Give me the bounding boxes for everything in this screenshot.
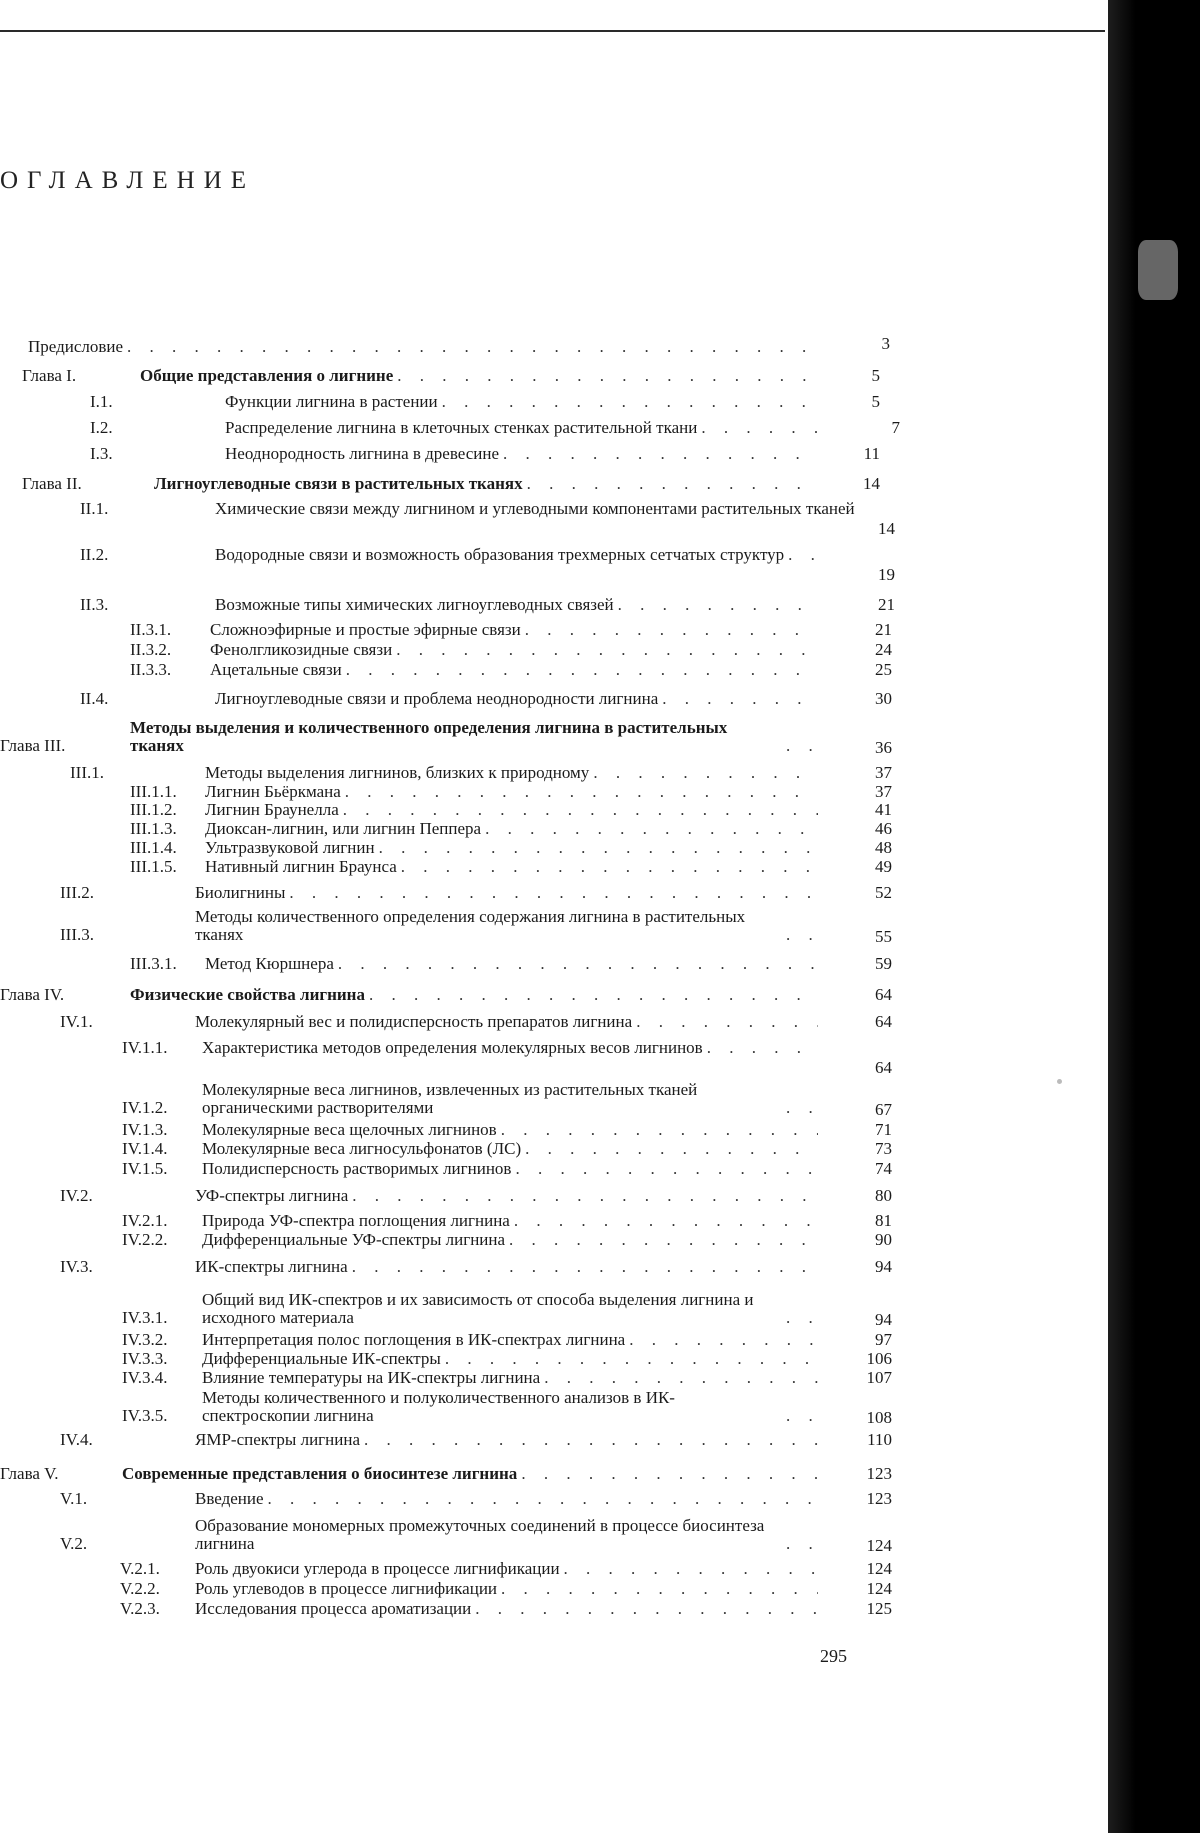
toc-page-number: 5 — [871, 392, 880, 411]
toc-entry-title: Образование мономерных промежуточных соединений в процессе биосинтеза лигнина — [195, 1516, 765, 1553]
page-number: 295 — [820, 1646, 847, 1666]
toc-entry-number: Глава III. — [0, 736, 66, 755]
dot-leader — [401, 858, 818, 876]
toc-entry — [28, 338, 820, 356]
toc-page-number: 37 — [875, 782, 892, 801]
toc-entry-number: II.3.3. — [130, 660, 172, 679]
toc-page-number: 41 — [875, 800, 892, 819]
toc-entry-title: Неоднородность лигнина в древесине — [225, 444, 500, 463]
toc-entry-number: I.1. — [90, 392, 113, 411]
dot-leader — [268, 1490, 818, 1508]
dot-leader — [707, 1039, 818, 1057]
toc-entry-title: Молекулярные веса лигносульфонатов (ЛС) — [202, 1139, 522, 1158]
toc-page-number: 25 — [875, 660, 892, 679]
toc-entry-number: IV.1.3. — [122, 1120, 168, 1139]
toc-entry-number: IV.1.2. — [122, 1098, 168, 1117]
toc-entry-number: II.4. — [80, 689, 109, 708]
toc-entry-number: V.2.1. — [120, 1559, 160, 1578]
toc-entry-number: II.3.1. — [130, 620, 172, 639]
toc-entry-title: Природа УФ-спектра поглощения лигнина — [202, 1211, 510, 1230]
toc-entry-number: Глава I. — [22, 366, 77, 385]
toc-entry-number: III.1.5. — [130, 857, 177, 876]
toc-entry-number: III.1.4. — [130, 838, 177, 857]
toc-entry-title: Распределение лигнина в клеточных стенках растительной ткани — [225, 418, 698, 437]
toc-entry-title: Возможные типы химических лигноуглеводных связей — [215, 595, 614, 614]
toc-entry-number: III.2. — [60, 883, 94, 902]
toc-entry — [122, 1389, 822, 1425]
toc-entry — [130, 955, 822, 973]
toc-page-number: 110 — [867, 1430, 892, 1449]
toc-page-number: 48 — [875, 838, 892, 857]
toc-entry — [60, 1013, 822, 1031]
toc-entry-number: III.1. — [70, 763, 104, 782]
toc-entry-title: Исследования процесса ароматизации — [195, 1599, 472, 1618]
toc-entry-number: IV.1.1. — [122, 1038, 168, 1057]
toc-page-number: 123 — [866, 1489, 892, 1508]
toc-entry-title: Лигноуглеводные связи в растительных тканях — [154, 474, 523, 493]
toc-page-number: 11 — [863, 444, 880, 463]
dot-leader — [515, 1160, 818, 1178]
toc-entry-number: V.2. — [60, 1534, 88, 1553]
toc-entry — [60, 1517, 822, 1553]
toc-page-number: 73 — [875, 1139, 892, 1158]
toc-entry — [122, 1291, 822, 1327]
dot-leader — [629, 1331, 818, 1349]
toc-page-number: 67 — [875, 1100, 892, 1119]
page-title: ОГЛАВЛЕНИЕ — [0, 167, 255, 194]
dot-leader — [364, 1431, 818, 1449]
dot-leader — [442, 393, 806, 411]
toc-page-number: 5 — [871, 366, 880, 385]
toc-entry-number: IV.3. — [60, 1257, 93, 1276]
toc-entry-number: II.3.2. — [130, 640, 172, 659]
toc-entry-number: IV.1. — [60, 1012, 93, 1031]
toc-page-number: 24 — [875, 640, 892, 659]
toc-page-number: 36 — [875, 738, 892, 757]
toc-entry-number: IV.1.4. — [122, 1139, 168, 1158]
toc-entry-number: IV.4. — [60, 1430, 93, 1449]
scan-noise — [1138, 240, 1178, 300]
dot-leader — [786, 1407, 818, 1425]
toc-entry-number: III.3.1. — [130, 954, 177, 973]
toc-chapter-entry — [22, 475, 810, 493]
dot-leader — [501, 1580, 818, 1598]
toc-entry — [60, 1431, 822, 1449]
toc-page-number: 7 — [891, 418, 900, 437]
dot-leader — [636, 1013, 818, 1031]
toc-page-number: 107 — [866, 1368, 892, 1387]
toc-page-number: 64 — [875, 1058, 892, 1077]
toc-page-number: 90 — [875, 1230, 892, 1249]
toc-page-number: 3 — [881, 334, 890, 353]
dot-leader — [475, 1600, 818, 1618]
toc-entry-title: УФ-спектры лигнина — [195, 1186, 349, 1205]
toc-entry — [122, 1331, 822, 1349]
toc-entry-title: Дифференциальные ИК-спектры — [202, 1349, 441, 1368]
toc-entry-title: Интерпретация полос поглощения в ИК-спектрах лигнина — [202, 1330, 626, 1349]
toc-entry-number: II.1. — [80, 499, 109, 518]
toc-entry — [60, 908, 822, 944]
toc-entry — [130, 820, 822, 838]
toc-entry-title: Общий вид ИК-спектров и их зависимость от способа выделения лигнина и исходного материала — [202, 1290, 754, 1327]
toc-entry-number: IV.2. — [60, 1186, 93, 1205]
toc-entry — [122, 1231, 822, 1249]
toc-entry-title: Фенолгликозидные связи — [210, 640, 393, 659]
toc-entry-number: I.2. — [90, 418, 113, 437]
toc-page-number: 125 — [866, 1599, 892, 1618]
toc-page-number: 64 — [875, 985, 892, 1004]
toc-entry-title: Функции лигнина в растении — [225, 392, 438, 411]
toc-page-number: 37 — [875, 763, 892, 782]
toc-entry-title: Предисловие — [28, 337, 124, 356]
dot-leader — [343, 801, 818, 819]
toc-entry — [122, 1140, 822, 1158]
dot-leader — [786, 1099, 818, 1117]
toc-entry — [122, 1369, 822, 1387]
dot-leader — [369, 986, 818, 1004]
dot-leader — [501, 1121, 818, 1139]
dot-leader — [352, 1187, 818, 1205]
toc-entry — [122, 1121, 822, 1139]
dot-leader — [345, 783, 818, 801]
toc-entry — [80, 546, 825, 564]
toc-entry-title: Лигнин Браунелла — [205, 800, 339, 819]
dot-leader — [503, 445, 806, 463]
dot-leader — [618, 596, 821, 614]
toc-page-number: 30 — [875, 689, 892, 708]
toc-entry-title: Влияние температуры на ИК-спектры лигнина — [202, 1368, 541, 1387]
toc-entry-number: V.2.2. — [120, 1579, 160, 1598]
toc-entry-number: IV.2.1. — [122, 1211, 168, 1230]
toc-entry-title: Дифференциальные УФ-спектры лигнина — [202, 1230, 506, 1249]
toc-entry-number: Глава IV. — [0, 985, 65, 1004]
toc-entry-title: Молекулярные веса щелочных лигнинов — [202, 1120, 497, 1139]
dot-leader — [127, 338, 816, 356]
toc-page-number: 124 — [866, 1559, 892, 1578]
toc-entry-title: Роль двуокиси углерода в процессе лигнификации — [195, 1559, 560, 1578]
toc-entry — [130, 621, 822, 639]
toc-entry — [80, 499, 855, 518]
toc-entry-number: Глава V. — [0, 1464, 59, 1483]
toc-entry — [130, 801, 822, 819]
dot-leader — [379, 839, 818, 857]
toc-entry-title: ЯМР-спектры лигнина — [195, 1430, 360, 1449]
toc-entry — [90, 393, 810, 411]
toc-entry — [90, 445, 810, 463]
toc-entry — [120, 1560, 822, 1578]
dot-leader — [445, 1350, 818, 1368]
toc-chapter-entry — [22, 367, 810, 385]
dot-leader — [527, 475, 806, 493]
toc-page-number: 97 — [875, 1330, 892, 1349]
toc-page-number: 19 — [878, 565, 895, 584]
toc-entry-title: Характеристика методов определения молекулярных весов лигнинов — [202, 1038, 703, 1057]
toc-page-number: 14 — [878, 519, 895, 538]
dot-leader — [662, 690, 818, 708]
toc-entry-title: Нативный лигнин Браунса — [205, 857, 397, 876]
toc-entry-title: Химические связи между лигнином и углеводными компонентами растительных тканей — [215, 499, 855, 518]
toc-page-number: 94 — [875, 1257, 892, 1276]
toc-entry-title: Водородные связи и возможность образования трехмерных сетчатых структур — [215, 545, 785, 564]
dot-leader — [786, 1535, 818, 1553]
toc-entry-title: Полидисперсность растворимых лигнинов — [202, 1159, 512, 1178]
toc-entry-title: Диоксан-лигнин, или лигнин Пеппера — [205, 819, 482, 838]
toc-entry — [122, 1212, 822, 1230]
dot-leader — [544, 1369, 818, 1387]
dot-leader — [525, 1140, 818, 1158]
toc-entry-number: II.2. — [80, 545, 109, 564]
toc-page-number: 81 — [875, 1211, 892, 1230]
toc-page-number: 71 — [875, 1120, 892, 1139]
toc-page-number: 46 — [875, 819, 892, 838]
toc-entry-title: Биолигнины — [195, 883, 286, 902]
toc-page-number: 55 — [875, 927, 892, 946]
toc-entry-title: Лигнин Бьёркмана — [205, 782, 341, 801]
toc-entry-title: Современные представления о биосинтезе лигнина — [122, 1464, 518, 1483]
toc-entry — [130, 783, 822, 801]
toc-page-number: 124 — [866, 1579, 892, 1598]
toc-entry — [70, 764, 822, 782]
toc-entry — [130, 661, 822, 679]
toc-entry-title: Введение — [195, 1489, 264, 1508]
toc-page-number: 59 — [875, 954, 892, 973]
toc-entry — [122, 1160, 822, 1178]
toc-entry-title: Метод Кюршнера — [205, 954, 334, 973]
toc-entry-title: Методы количественного определения содержания лигнина в растительных тканях — [195, 907, 746, 944]
toc-chapter-entry — [0, 719, 822, 755]
toc-entry — [60, 1187, 822, 1205]
toc-entry — [90, 419, 830, 437]
toc-entry — [130, 858, 822, 876]
toc-entry-title: Сложноэфирные и простые эфирные связи — [210, 620, 521, 639]
toc-entry-number: IV.3.2. — [122, 1330, 168, 1349]
toc-chapter-entry — [0, 1465, 822, 1483]
dot-leader — [564, 1560, 818, 1578]
toc-entry-number: Глава II. — [22, 474, 82, 493]
toc-entry-title: Ультразвуковой лигнин — [205, 838, 375, 857]
dot-leader — [786, 737, 818, 755]
toc-entry — [130, 839, 822, 857]
toc-entry-number: V.1. — [60, 1489, 88, 1508]
dot-leader — [786, 1309, 818, 1327]
toc-page-number: 64 — [875, 1012, 892, 1031]
dot-leader — [289, 884, 818, 902]
toc-entry-number: V.2.3. — [120, 1599, 160, 1618]
toc-page-number: 124 — [866, 1536, 892, 1555]
dot-leader — [788, 546, 821, 564]
dot-leader — [701, 419, 826, 437]
toc-page-number: 108 — [866, 1408, 892, 1427]
toc-entry — [80, 596, 825, 614]
toc-entry — [60, 1490, 822, 1508]
toc-entry-number: III.1.1. — [130, 782, 177, 801]
toc-entry — [80, 690, 822, 708]
toc-entry-number: IV.3.1. — [122, 1308, 168, 1327]
toc-entry-title: Физические свойства лигнина — [130, 985, 365, 1004]
dot-leader — [396, 641, 818, 659]
dot-leader — [352, 1258, 818, 1276]
toc-entry-number: IV.3.5. — [122, 1406, 168, 1425]
toc-entry — [130, 641, 822, 659]
toc-entry — [120, 1580, 822, 1598]
toc-entry-number: IV.3.3. — [122, 1349, 168, 1368]
dot-leader — [485, 820, 818, 838]
toc-entry-number: I.3. — [90, 444, 113, 463]
dot-leader — [346, 661, 818, 679]
dot-leader — [338, 955, 818, 973]
toc-entry-title: Методы выделения и количественного определения лигнина в растительных тканях — [130, 718, 728, 755]
toc-page-number: 21 — [878, 595, 895, 614]
toc-page-number: 14 — [863, 474, 880, 493]
toc-entry — [122, 1350, 822, 1368]
toc-entry-title: Молекулярные веса лигнинов, извлеченных из растительных тканей органическими растворителями — [202, 1080, 698, 1117]
toc-page-number: 21 — [875, 620, 892, 639]
toc-entry-title: ИК-спектры лигнина — [195, 1257, 348, 1276]
toc-page-number: 123 — [866, 1464, 892, 1483]
toc-entry-number: III.3. — [60, 925, 94, 944]
toc-entry — [122, 1039, 822, 1057]
toc-entry-number: IV.1.5. — [122, 1159, 168, 1178]
toc-entry-title: Молекулярный вес и полидисперсность препаратов лигнина — [195, 1012, 633, 1031]
toc-page-number: 49 — [875, 857, 892, 876]
dot-leader — [509, 1231, 818, 1249]
toc-entry-title: Методы количественного и полуколичественного анализов в ИК-спектроскопии лигнина — [202, 1388, 675, 1425]
dot-leader — [514, 1212, 818, 1230]
toc-entry-title: Методы выделения лигнинов, близких к природному — [205, 763, 590, 782]
dot-leader — [521, 1465, 818, 1483]
toc-entry-number: II.3. — [80, 595, 109, 614]
toc-entry — [120, 1600, 822, 1618]
toc-page-number: 80 — [875, 1186, 892, 1205]
toc-entry — [60, 1258, 822, 1276]
toc-page-number: 94 — [875, 1310, 892, 1329]
toc-entry — [122, 1081, 822, 1117]
toc-entry-number: III.1.3. — [130, 819, 177, 838]
toc-entry-title: Ацетальные связи — [210, 660, 342, 679]
toc-entry-title: Лигноуглеводные связи и проблема неоднородности лигнина — [215, 689, 659, 708]
toc-entry-number: IV.3.4. — [122, 1368, 168, 1387]
toc-page-number: 106 — [866, 1349, 892, 1368]
dot-leader — [525, 621, 818, 639]
toc-chapter-entry — [0, 986, 822, 1004]
toc-entry — [60, 884, 822, 902]
dot-leader — [593, 764, 818, 782]
toc-entry-number: III.1.2. — [130, 800, 177, 819]
dot-leader — [786, 926, 818, 944]
toc-entry-number: IV.2.2. — [122, 1230, 168, 1249]
toc-page-number: 52 — [875, 883, 892, 902]
dot-leader — [397, 367, 806, 385]
toc-page-number: 74 — [875, 1159, 892, 1178]
toc-entry-title: Общие представления о лигнине — [140, 366, 394, 385]
toc-entry-title: Роль углеводов в процессе лигнификации — [195, 1579, 498, 1598]
